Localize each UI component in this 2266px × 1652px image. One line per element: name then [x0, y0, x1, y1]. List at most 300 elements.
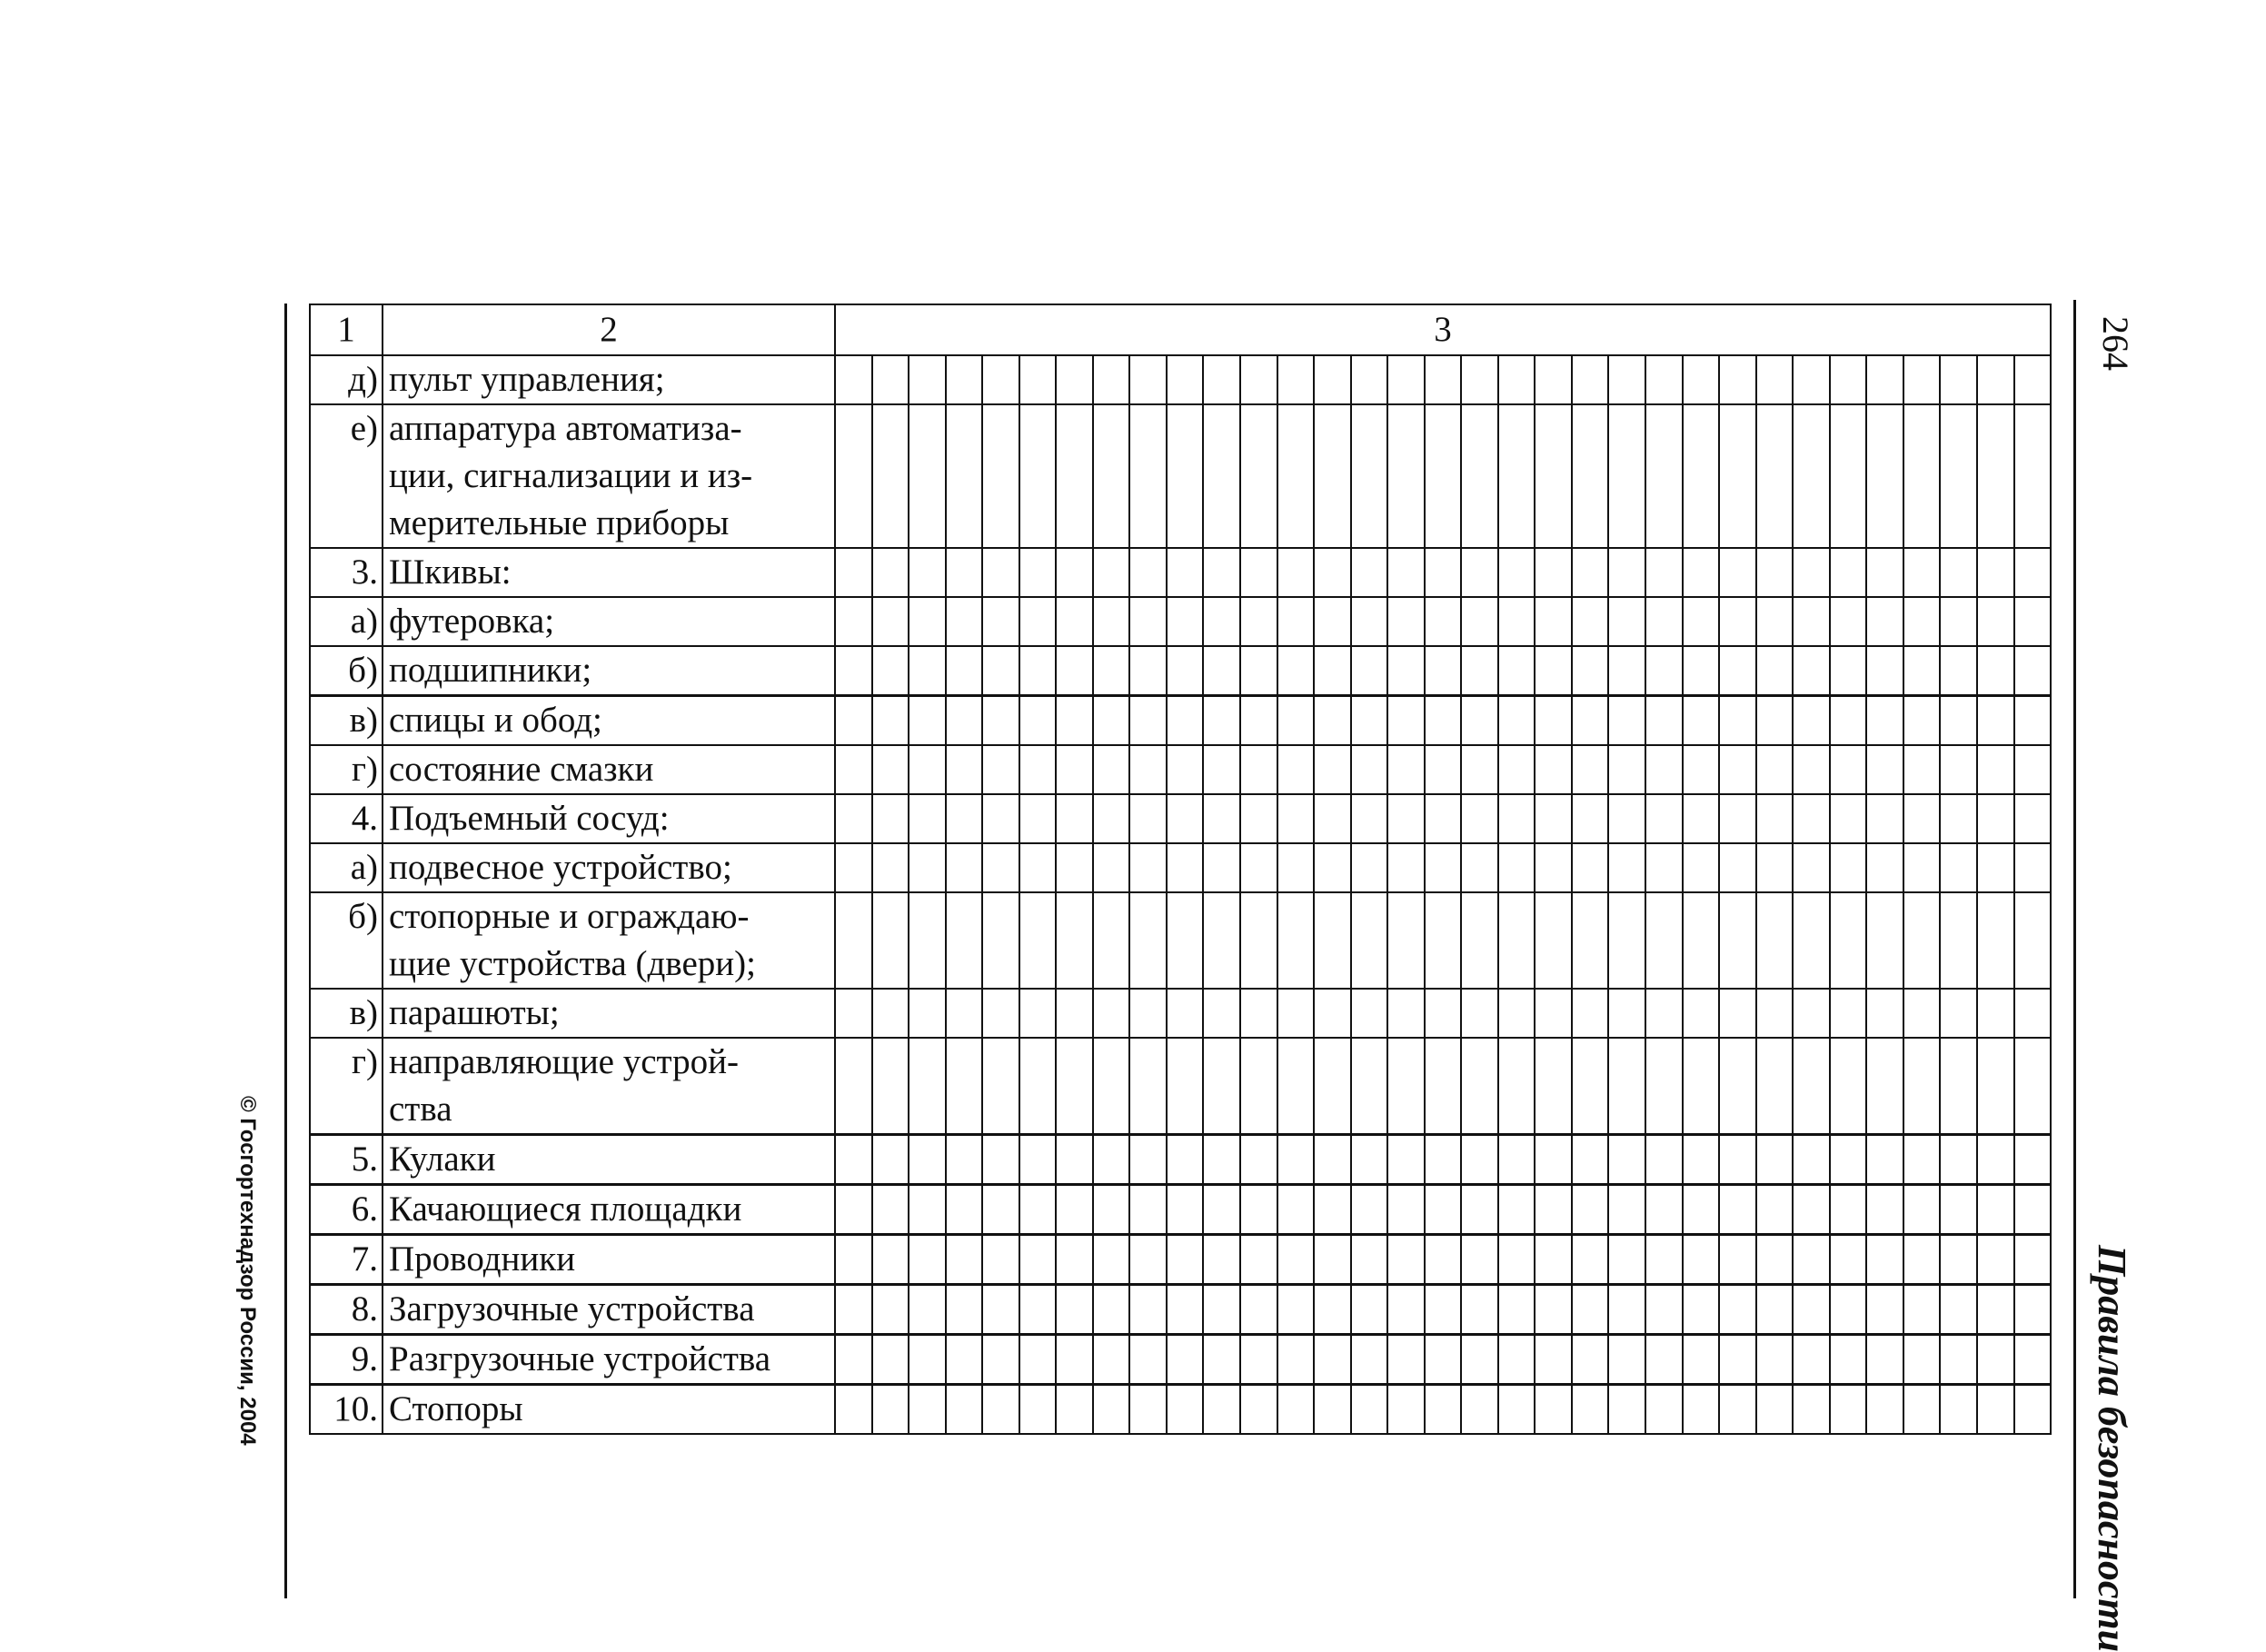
grid-cell[interactable] [1720, 844, 1757, 891]
grid-cell[interactable] [1204, 1336, 1241, 1383]
grid-cell[interactable] [1462, 697, 1499, 744]
grid-cell[interactable] [1204, 549, 1241, 596]
grid-cell[interactable] [2015, 893, 2051, 988]
grid-cell[interactable] [1978, 746, 2015, 793]
grid-cell[interactable] [1609, 549, 1646, 596]
grid-cell[interactable] [909, 697, 947, 744]
grid-cell[interactable] [1646, 549, 1684, 596]
grid-cell[interactable] [1315, 1336, 1352, 1383]
grid-cell[interactable] [1020, 598, 1058, 645]
grid-cell[interactable] [1462, 1186, 1499, 1233]
grid-cell[interactable] [1646, 746, 1684, 793]
grid-cell[interactable] [1831, 1286, 1868, 1333]
grid-cell[interactable] [1130, 990, 1168, 1037]
grid-cell[interactable] [1794, 746, 1831, 793]
grid-cell[interactable] [1315, 1039, 1352, 1133]
grid-cell[interactable] [1426, 1136, 1463, 1183]
grid-cell[interactable] [1720, 1386, 1757, 1433]
grid-cell[interactable] [1499, 795, 1536, 842]
grid-cell[interactable] [1426, 893, 1463, 988]
grid-cell[interactable] [1057, 598, 1094, 645]
grid-cell[interactable] [1867, 598, 1904, 645]
grid-cell[interactable] [1426, 1386, 1463, 1433]
grid-cell[interactable] [947, 356, 984, 403]
grid-cell[interactable] [1536, 1286, 1573, 1333]
grid-cell[interactable] [2015, 1039, 2051, 1133]
grid-cell[interactable] [1941, 1286, 1978, 1333]
grid-cell[interactable] [836, 1336, 873, 1383]
grid-cell[interactable] [1462, 1136, 1499, 1183]
grid-cell[interactable] [947, 598, 984, 645]
grid-cell[interactable] [1462, 1386, 1499, 1433]
grid-cell[interactable] [1684, 697, 1721, 744]
grid-cell[interactable] [1941, 549, 1978, 596]
grid-cell[interactable] [1831, 356, 1868, 403]
grid-cell[interactable] [1315, 1286, 1352, 1333]
grid-cell[interactable] [1573, 1286, 1610, 1333]
grid-cell[interactable] [1426, 1336, 1463, 1383]
grid-cell[interactable] [1684, 356, 1721, 403]
grid-cell[interactable] [1720, 1186, 1757, 1233]
grid-cell[interactable] [1684, 1336, 1721, 1383]
grid-cell[interactable] [873, 746, 910, 793]
grid-cell[interactable] [1941, 893, 1978, 988]
grid-cell[interactable] [1315, 356, 1352, 403]
grid-cell[interactable] [1204, 844, 1241, 891]
grid-cell[interactable] [1536, 1236, 1573, 1283]
grid-cell[interactable] [836, 1186, 873, 1233]
grid-cell[interactable] [1241, 1286, 1278, 1333]
grid-cell[interactable] [1646, 697, 1684, 744]
grid-cell[interactable] [1646, 1186, 1684, 1233]
grid-cell[interactable] [1536, 893, 1573, 988]
grid-cell[interactable] [909, 405, 947, 547]
grid-cell[interactable] [873, 990, 910, 1037]
grid-cell[interactable] [2015, 549, 2051, 596]
grid-cell[interactable] [1831, 1186, 1868, 1233]
grid-cell[interactable] [2015, 1136, 2051, 1183]
grid-cell[interactable] [1867, 990, 1904, 1037]
grid-cell[interactable] [1352, 697, 1389, 744]
grid-cell[interactable] [1757, 746, 1794, 793]
grid-cell[interactable] [1388, 1136, 1426, 1183]
grid-cell[interactable] [1020, 844, 1058, 891]
grid-cell[interactable] [1352, 1039, 1389, 1133]
grid-cell[interactable] [1352, 893, 1389, 988]
grid-cell[interactable] [1757, 1336, 1794, 1383]
grid-cell[interactable] [1720, 356, 1757, 403]
grid-cell[interactable] [873, 356, 910, 403]
grid-cell[interactable] [1867, 405, 1904, 547]
grid-cell[interactable] [1352, 990, 1389, 1037]
grid-cell[interactable] [1241, 697, 1278, 744]
grid-cell[interactable] [1904, 746, 1942, 793]
grid-cell[interactable] [983, 1186, 1020, 1233]
grid-cell[interactable] [1130, 549, 1168, 596]
grid-cell[interactable] [983, 1386, 1020, 1433]
grid-cell[interactable] [1867, 697, 1904, 744]
grid-cell[interactable] [1794, 1039, 1831, 1133]
grid-cell[interactable] [1720, 549, 1757, 596]
grid-cell[interactable] [1794, 598, 1831, 645]
grid-cell[interactable] [1794, 1236, 1831, 1283]
grid-cell[interactable] [1388, 697, 1426, 744]
grid-cell[interactable] [1315, 647, 1352, 694]
grid-cell[interactable] [1978, 990, 2015, 1037]
grid-cell[interactable] [1499, 1039, 1536, 1133]
grid-cell[interactable] [1684, 647, 1721, 694]
grid-cell[interactable] [1684, 1386, 1721, 1433]
grid-cell[interactable] [1573, 405, 1610, 547]
grid-cell[interactable] [1426, 1039, 1463, 1133]
grid-cell[interactable] [1536, 356, 1573, 403]
grid-cell[interactable] [1094, 795, 1131, 842]
grid-cell[interactable] [873, 1386, 910, 1433]
grid-cell[interactable] [1904, 1386, 1942, 1433]
grid-cell[interactable] [873, 893, 910, 988]
grid-cell[interactable] [1831, 795, 1868, 842]
grid-cell[interactable] [1388, 893, 1426, 988]
grid-cell[interactable] [1499, 549, 1536, 596]
grid-cell[interactable] [1499, 697, 1536, 744]
grid-cell[interactable] [1204, 598, 1241, 645]
grid-cell[interactable] [983, 795, 1020, 842]
grid-cell[interactable] [1094, 990, 1131, 1037]
grid-cell[interactable] [1426, 746, 1463, 793]
grid-cell[interactable] [1352, 746, 1389, 793]
grid-cell[interactable] [1352, 1136, 1389, 1183]
grid-cell[interactable] [1904, 795, 1942, 842]
grid-cell[interactable] [1978, 549, 2015, 596]
grid-cell[interactable] [1794, 1386, 1831, 1433]
grid-cell[interactable] [1057, 647, 1094, 694]
grid-cell[interactable] [1831, 1039, 1868, 1133]
grid-cell[interactable] [836, 990, 873, 1037]
grid-cell[interactable] [873, 1136, 910, 1183]
grid-cell[interactable] [836, 1039, 873, 1133]
grid-cell[interactable] [1904, 1286, 1942, 1333]
grid-cell[interactable] [947, 697, 984, 744]
grid-cell[interactable] [1352, 1386, 1389, 1433]
grid-cell[interactable] [1609, 1136, 1646, 1183]
grid-cell[interactable] [1020, 1336, 1058, 1383]
grid-cell[interactable] [1499, 1136, 1536, 1183]
grid-cell[interactable] [1426, 795, 1463, 842]
grid-cell[interactable] [836, 746, 873, 793]
grid-cell[interactable] [1020, 1236, 1058, 1283]
grid-cell[interactable] [1057, 1286, 1094, 1333]
grid-cell[interactable] [947, 549, 984, 596]
grid-cell[interactable] [1241, 647, 1278, 694]
grid-cell[interactable] [1720, 795, 1757, 842]
grid-cell[interactable] [1867, 746, 1904, 793]
grid-cell[interactable] [1388, 598, 1426, 645]
grid-cell[interactable] [1130, 598, 1168, 645]
grid-cell[interactable] [1094, 746, 1131, 793]
grid-cell[interactable] [1057, 356, 1094, 403]
grid-cell[interactable] [1978, 1336, 2015, 1383]
grid-cell[interactable] [1904, 1236, 1942, 1283]
grid-cell[interactable] [873, 1039, 910, 1133]
grid-cell[interactable] [1646, 647, 1684, 694]
grid-cell[interactable] [1388, 1039, 1426, 1133]
grid-cell[interactable] [1241, 356, 1278, 403]
grid-cell[interactable] [1388, 1186, 1426, 1233]
grid-cell[interactable] [947, 893, 984, 988]
grid-cell[interactable] [1536, 844, 1573, 891]
grid-cell[interactable] [1388, 990, 1426, 1037]
grid-cell[interactable] [1204, 1039, 1241, 1133]
grid-cell[interactable] [1684, 549, 1721, 596]
grid-cell[interactable] [1057, 844, 1094, 891]
grid-cell[interactable] [1536, 697, 1573, 744]
grid-cell[interactable] [1130, 405, 1168, 547]
grid-cell[interactable] [1130, 1136, 1168, 1183]
grid-cell[interactable] [1241, 1039, 1278, 1133]
grid-cell[interactable] [1278, 598, 1316, 645]
grid-cell[interactable] [1204, 1386, 1241, 1433]
grid-cell[interactable] [873, 549, 910, 596]
grid-cell[interactable] [947, 990, 984, 1037]
grid-cell[interactable] [836, 1136, 873, 1183]
grid-cell[interactable] [2015, 598, 2051, 645]
grid-cell[interactable] [1536, 598, 1573, 645]
grid-cell[interactable] [1904, 893, 1942, 988]
grid-cell[interactable] [1720, 1286, 1757, 1333]
grid-cell[interactable] [2015, 1336, 2051, 1383]
grid-cell[interactable] [1794, 795, 1831, 842]
grid-cell[interactable] [1168, 647, 1205, 694]
grid-cell[interactable] [1831, 893, 1868, 988]
grid-cell[interactable] [1499, 1336, 1536, 1383]
grid-cell[interactable] [1388, 356, 1426, 403]
grid-cell[interactable] [1978, 405, 2015, 547]
grid-cell[interactable] [1794, 356, 1831, 403]
grid-cell[interactable] [1978, 1136, 2015, 1183]
grid-cell[interactable] [1426, 844, 1463, 891]
grid-cell[interactable] [1573, 1236, 1610, 1283]
grid-cell[interactable] [1094, 598, 1131, 645]
grid-cell[interactable] [1757, 1286, 1794, 1333]
grid-cell[interactable] [1831, 598, 1868, 645]
grid-cell[interactable] [1609, 356, 1646, 403]
grid-cell[interactable] [873, 697, 910, 744]
grid-cell[interactable] [1057, 405, 1094, 547]
grid-cell[interactable] [1241, 1336, 1278, 1383]
grid-cell[interactable] [1684, 1186, 1721, 1233]
grid-cell[interactable] [1057, 549, 1094, 596]
grid-cell[interactable] [1278, 549, 1316, 596]
grid-cell[interactable] [1684, 1286, 1721, 1333]
grid-cell[interactable] [1241, 1186, 1278, 1233]
grid-cell[interactable] [1684, 1039, 1721, 1133]
grid-cell[interactable] [1831, 990, 1868, 1037]
grid-cell[interactable] [1499, 1236, 1536, 1283]
grid-cell[interactable] [1941, 1336, 1978, 1383]
grid-cell[interactable] [1757, 844, 1794, 891]
grid-cell[interactable] [1536, 549, 1573, 596]
grid-cell[interactable] [1904, 990, 1942, 1037]
grid-cell[interactable] [1315, 746, 1352, 793]
grid-cell[interactable] [1941, 697, 1978, 744]
grid-cell[interactable] [1609, 598, 1646, 645]
grid-cell[interactable] [1388, 405, 1426, 547]
grid-cell[interactable] [1831, 1336, 1868, 1383]
grid-cell[interactable] [1352, 549, 1389, 596]
grid-cell[interactable] [1573, 893, 1610, 988]
grid-cell[interactable] [836, 647, 873, 694]
grid-cell[interactable] [1904, 697, 1942, 744]
grid-cell[interactable] [1941, 1186, 1978, 1233]
grid-cell[interactable] [1278, 1236, 1316, 1283]
grid-cell[interactable] [909, 795, 947, 842]
grid-cell[interactable] [1315, 1186, 1352, 1233]
grid-cell[interactable] [1168, 1236, 1205, 1283]
grid-cell[interactable] [1757, 795, 1794, 842]
grid-cell[interactable] [1057, 1136, 1094, 1183]
grid-cell[interactable] [1536, 1386, 1573, 1433]
grid-cell[interactable] [2015, 795, 2051, 842]
grid-cell[interactable] [1426, 1286, 1463, 1333]
grid-cell[interactable] [947, 1336, 984, 1383]
grid-cell[interactable] [1684, 1136, 1721, 1183]
grid-cell[interactable] [1904, 844, 1942, 891]
grid-cell[interactable] [1020, 356, 1058, 403]
grid-cell[interactable] [1867, 795, 1904, 842]
grid-cell[interactable] [1904, 1136, 1942, 1183]
grid-cell[interactable] [836, 697, 873, 744]
grid-cell[interactable] [1130, 356, 1168, 403]
grid-cell[interactable] [1168, 405, 1205, 547]
grid-cell[interactable] [873, 1236, 910, 1283]
grid-cell[interactable] [983, 405, 1020, 547]
grid-cell[interactable] [1130, 697, 1168, 744]
grid-cell[interactable] [1462, 405, 1499, 547]
grid-cell[interactable] [1720, 405, 1757, 547]
grid-cell[interactable] [947, 1286, 984, 1333]
grid-cell[interactable] [836, 598, 873, 645]
grid-cell[interactable] [909, 844, 947, 891]
grid-cell[interactable] [2015, 1386, 2051, 1433]
grid-cell[interactable] [1536, 746, 1573, 793]
grid-cell[interactable] [1094, 844, 1131, 891]
grid-cell[interactable] [947, 795, 984, 842]
grid-cell[interactable] [1388, 1236, 1426, 1283]
grid-cell[interactable] [983, 746, 1020, 793]
grid-cell[interactable] [1978, 1286, 2015, 1333]
grid-cell[interactable] [1094, 1286, 1131, 1333]
grid-cell[interactable] [1684, 844, 1721, 891]
grid-cell[interactable] [1573, 356, 1610, 403]
grid-cell[interactable] [1904, 356, 1942, 403]
grid-cell[interactable] [1352, 405, 1389, 547]
grid-cell[interactable] [983, 356, 1020, 403]
grid-cell[interactable] [1094, 1236, 1131, 1283]
grid-cell[interactable] [1867, 893, 1904, 988]
grid-cell[interactable] [1941, 990, 1978, 1037]
grid-cell[interactable] [873, 1286, 910, 1333]
grid-cell[interactable] [1757, 356, 1794, 403]
grid-cell[interactable] [1241, 598, 1278, 645]
grid-cell[interactable] [1278, 1039, 1316, 1133]
grid-cell[interactable] [983, 647, 1020, 694]
grid-cell[interactable] [1499, 990, 1536, 1037]
grid-cell[interactable] [1020, 1286, 1058, 1333]
grid-cell[interactable] [1426, 598, 1463, 645]
grid-cell[interactable] [1020, 647, 1058, 694]
grid-cell[interactable] [1499, 598, 1536, 645]
grid-cell[interactable] [1609, 893, 1646, 988]
grid-cell[interactable] [1278, 405, 1316, 547]
grid-cell[interactable] [1794, 990, 1831, 1037]
grid-cell[interactable] [836, 1286, 873, 1333]
grid-cell[interactable] [1388, 1386, 1426, 1433]
grid-cell[interactable] [1278, 795, 1316, 842]
grid-cell[interactable] [1315, 844, 1352, 891]
grid-cell[interactable] [1720, 990, 1757, 1037]
grid-cell[interactable] [1757, 1386, 1794, 1433]
grid-cell[interactable] [1609, 990, 1646, 1037]
grid-cell[interactable] [1609, 647, 1646, 694]
grid-cell[interactable] [1352, 598, 1389, 645]
grid-cell[interactable] [1573, 844, 1610, 891]
grid-cell[interactable] [1757, 1186, 1794, 1233]
grid-cell[interactable] [1352, 1236, 1389, 1283]
grid-cell[interactable] [947, 1136, 984, 1183]
grid-cell[interactable] [1094, 549, 1131, 596]
grid-cell[interactable] [1867, 1236, 1904, 1283]
grid-cell[interactable] [1130, 1336, 1168, 1383]
grid-cell[interactable] [836, 795, 873, 842]
grid-cell[interactable] [1867, 1286, 1904, 1333]
grid-cell[interactable] [1831, 746, 1868, 793]
grid-cell[interactable] [1646, 1386, 1684, 1433]
grid-cell[interactable] [1241, 795, 1278, 842]
grid-cell[interactable] [1831, 405, 1868, 547]
grid-cell[interactable] [1130, 1039, 1168, 1133]
grid-cell[interactable] [2015, 1286, 2051, 1333]
grid-cell[interactable] [1130, 746, 1168, 793]
grid-cell[interactable] [1536, 1039, 1573, 1133]
grid-cell[interactable] [947, 844, 984, 891]
grid-cell[interactable] [873, 647, 910, 694]
grid-cell[interactable] [1978, 844, 2015, 891]
grid-cell[interactable] [1904, 549, 1942, 596]
grid-cell[interactable] [1388, 844, 1426, 891]
grid-cell[interactable] [1536, 990, 1573, 1037]
grid-cell[interactable] [1168, 1186, 1205, 1233]
grid-cell[interactable] [1020, 746, 1058, 793]
grid-cell[interactable] [873, 405, 910, 547]
grid-cell[interactable] [1831, 1136, 1868, 1183]
grid-cell[interactable] [1757, 1136, 1794, 1183]
grid-cell[interactable] [1867, 1136, 1904, 1183]
grid-cell[interactable] [1573, 746, 1610, 793]
grid-cell[interactable] [1204, 746, 1241, 793]
grid-cell[interactable] [1168, 1286, 1205, 1333]
grid-cell[interactable] [1094, 356, 1131, 403]
grid-cell[interactable] [909, 1336, 947, 1383]
grid-cell[interactable] [1094, 647, 1131, 694]
grid-cell[interactable] [1867, 356, 1904, 403]
grid-cell[interactable] [983, 893, 1020, 988]
grid-cell[interactable] [1241, 990, 1278, 1037]
grid-cell[interactable] [1168, 746, 1205, 793]
grid-cell[interactable] [1462, 844, 1499, 891]
grid-cell[interactable] [1646, 598, 1684, 645]
grid-cell[interactable] [1241, 893, 1278, 988]
grid-cell[interactable] [1978, 1236, 2015, 1283]
